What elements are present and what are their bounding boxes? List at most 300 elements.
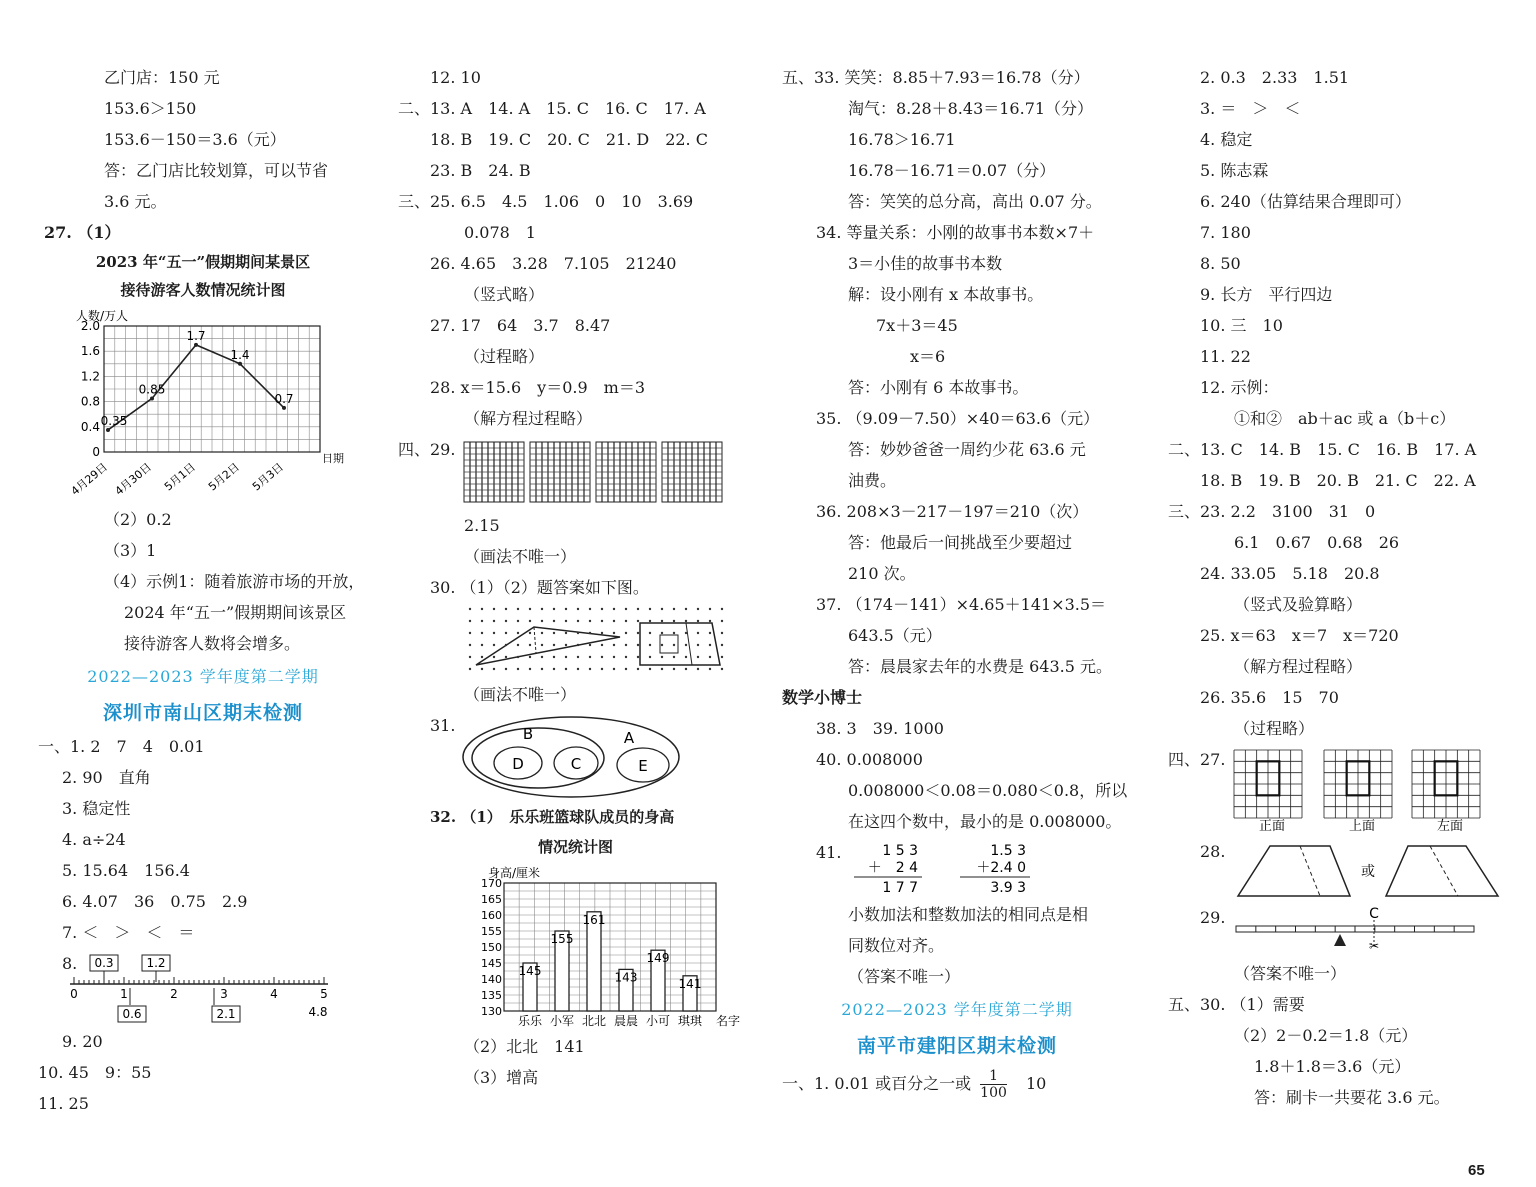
answer-line: 答：小刚有 6 本故事书。 — [848, 378, 1029, 397]
answer-text: 一、1. 0.01 或百分之一或 — [782, 1074, 972, 1093]
x-tick-label: 小军 — [549, 1014, 575, 1028]
x-axis-label: 日期 — [322, 452, 344, 465]
grid-dot — [529, 620, 531, 622]
grid-dot — [625, 632, 627, 634]
grid-dot — [517, 644, 519, 646]
tick-label: 3 — [220, 987, 228, 1001]
answer-line: 5. 15.64 156.4 — [62, 861, 190, 880]
grid-dot — [697, 620, 699, 622]
grid-dot — [529, 608, 531, 610]
grid-dot — [625, 656, 627, 658]
grid-dot — [673, 620, 675, 622]
grid-dot — [517, 608, 519, 610]
or-label: 或 — [1361, 864, 1375, 880]
grid-dot — [685, 632, 687, 634]
grid-dot — [601, 620, 603, 622]
answer-line: 24. 33.05 5.18 20.8 — [1200, 564, 1380, 583]
y-tick-label: 0.8 — [80, 394, 100, 409]
grid-dot — [673, 644, 675, 646]
answer-line: 18. B 19. B 20. B 21. C 22. A — [1200, 471, 1476, 490]
number-line-label: 4.8 — [308, 1005, 328, 1019]
grid-dot — [697, 608, 699, 610]
grid-dot — [649, 620, 651, 622]
grid-dot — [661, 620, 663, 622]
grid-dot — [529, 668, 531, 670]
dot-grid-figure — [464, 603, 734, 679]
fraction-numerator: 1 — [980, 1068, 1007, 1085]
grid-dot — [493, 656, 495, 658]
answer-line: 26. 4.65 3.28 7.105 21240 — [430, 254, 677, 273]
grid-dot — [697, 668, 699, 670]
series-line — [108, 345, 284, 430]
grid-dot — [481, 656, 483, 658]
answer-line: （解方程过程略） — [464, 409, 593, 428]
balance-ruler — [1234, 902, 1484, 958]
answer-line: 10. 三 10 — [1200, 316, 1283, 335]
tick-label: 2 — [170, 987, 178, 1001]
answer-line: 在这四个数中，最小的是 0.008000。 — [848, 812, 1122, 831]
grid-dot — [529, 632, 531, 634]
answer-line: 四、29. — [398, 440, 456, 459]
grid-dot — [613, 668, 615, 670]
grid-dot — [529, 644, 531, 646]
answer-line: 29. — [1200, 908, 1226, 927]
answer-line: 答：他最后一间挑战至少要超过 — [848, 533, 1073, 552]
answer-line: （画法不唯一） — [464, 685, 577, 704]
grid-dot — [553, 632, 555, 634]
vertical-addition — [848, 839, 1048, 897]
grid-dot — [517, 656, 519, 658]
question-8-block — [38, 948, 368, 1026]
y-tick-label: 0.4 — [80, 419, 100, 434]
grid-dot — [469, 632, 471, 634]
answer-line: （竖式略） — [464, 285, 545, 304]
grid-dot — [709, 620, 711, 622]
grid-dot — [649, 632, 651, 634]
vertical-line: 1.5 3 — [990, 843, 1026, 859]
grid-dot — [685, 620, 687, 622]
x-axis-label: 名字 — [715, 1014, 741, 1028]
trapezoid-figures — [1234, 842, 1504, 900]
answer-line: 淘气：8.28＋8.43＝16.71（分） — [848, 99, 1094, 118]
grid-dot — [649, 608, 651, 610]
grid-dot — [601, 656, 603, 658]
answer-line: 35. （9.09－7.50）×40＝63.6（元） — [816, 409, 1100, 428]
y-tick-label: 140 — [481, 973, 502, 986]
grid-dot — [625, 620, 627, 622]
grid-dot — [541, 632, 543, 634]
answer-line: 37. （174－141）×4.65＋141×3.5＝ — [816, 595, 1107, 614]
x-tick-label: 乐乐 — [517, 1014, 543, 1028]
answer-line: 9. 20 — [62, 1032, 103, 1051]
grid-dot — [601, 632, 603, 634]
grid-dot — [505, 608, 507, 610]
grid-dot — [553, 668, 555, 670]
grid-dot — [553, 644, 555, 646]
answer-line: 26. 35.6 15 70 — [1200, 688, 1339, 707]
answer-line: 2. 90 直角 — [62, 768, 151, 787]
grid-dot — [721, 632, 723, 634]
grid-dot — [685, 608, 687, 610]
answer-line: 三、25. 6.5 4.5 1.06 0 10 3.69 — [398, 192, 694, 211]
answer-line: 6. 4.07 36 0.75 2.9 — [62, 892, 248, 911]
column-4 — [1168, 62, 1513, 1113]
x-tick-label: 琪琪 — [677, 1014, 703, 1028]
grid-dot — [493, 644, 495, 646]
grid-dot — [589, 620, 591, 622]
venn-label-d: D — [512, 755, 524, 773]
question-28-block — [1168, 836, 1513, 902]
data-label: 155 — [550, 932, 574, 946]
answer-line: 31. — [430, 716, 456, 735]
y-axis-label: 人数/万人 — [76, 309, 129, 323]
grid-dot — [553, 656, 555, 658]
y-tick-label: 1.2 — [80, 369, 100, 384]
number-line-label: 1.2 — [146, 956, 166, 970]
grid-dot — [649, 644, 651, 646]
grid-dot — [565, 656, 567, 658]
grid-dot — [721, 608, 723, 610]
scissors-icon: ✂ — [1368, 939, 1380, 953]
grid-dot — [541, 620, 543, 622]
y-tick-label: 2.0 — [80, 319, 100, 333]
answer-line: 5. 陈志霖 — [1200, 161, 1269, 180]
view-label: 上面 — [1348, 819, 1376, 834]
text-line: （3）1 — [104, 541, 157, 560]
answer-line: 36. 208×3－217－197＝210（次） — [816, 502, 1089, 521]
text-line: 乙门店：150 元 — [104, 68, 220, 87]
vertical-line: 1 7 7 — [882, 880, 918, 896]
section-title: 南平市建阳区期末检测 — [856, 1035, 1057, 1057]
data-label: 161 — [582, 912, 606, 927]
grid-dot — [709, 656, 711, 658]
answer-line: （答案不唯一） — [1234, 964, 1347, 983]
answer-line: 一、1. 2 7 4 0.01 — [38, 737, 205, 756]
grid-dot — [541, 668, 543, 670]
venn-label-e: E — [638, 757, 648, 775]
text-line: 答：乙门店比较划算，可以节省 — [104, 161, 329, 180]
data-label: 1.4 — [230, 347, 250, 362]
y-tick-label: 135 — [481, 989, 502, 1002]
grid-dot — [601, 668, 603, 670]
answer-line: 2.15 — [464, 516, 500, 535]
grid-dot — [649, 656, 651, 658]
grid-dot — [661, 656, 663, 658]
grid-dot — [613, 632, 615, 634]
vertical-line: 1 5 3 — [882, 843, 918, 859]
grid-dot — [541, 608, 543, 610]
answer-line: 四、27. — [1168, 750, 1226, 769]
grid-dot — [613, 656, 615, 658]
grid-dot — [721, 656, 723, 658]
answer-line: 25. x＝63 x＝7 x＝720 — [1200, 626, 1399, 645]
grid-dot — [577, 608, 579, 610]
question-32-head: 32. （1） 乐乐班篮球队成员的身高 — [430, 808, 675, 826]
grid-dot — [553, 608, 555, 610]
grid-dot — [493, 632, 495, 634]
answer-line: 3＝小佳的故事书本数 — [848, 254, 1003, 273]
answer-line: 3. 稳定性 — [62, 799, 131, 818]
answer-line: 1.8＋1.8＝3.6（元） — [1254, 1057, 1411, 1076]
answer-line: 油费。 — [848, 471, 897, 490]
answer-line: 7. 180 — [1200, 223, 1251, 242]
answer-line: 三、23. 2.2 3100 31 0 — [1168, 502, 1376, 521]
grid-dot — [493, 620, 495, 622]
data-label: 145 — [518, 964, 542, 978]
answer-line: 答：晨晨家去年的水费是 643.5 元。 — [848, 657, 1112, 676]
grid-dot — [721, 668, 723, 670]
grid-dot — [589, 608, 591, 610]
data-point — [150, 396, 154, 400]
answer-line: 0.008000＜0.08＝0.080＜0.8，所以 — [848, 781, 1128, 800]
y-tick-label: 130 — [481, 1005, 502, 1018]
grid-dot — [469, 620, 471, 622]
grid-dot — [505, 668, 507, 670]
answer-line: 五、30. （1）需要 — [1168, 995, 1305, 1014]
x-tick-label: 4月30日 — [112, 460, 154, 498]
grid-dot — [589, 632, 591, 634]
answer-line: 答：笑笑的总分高，高出 0.07 分。 — [848, 192, 1102, 211]
grid-dot — [493, 668, 495, 670]
y-tick-label: 155 — [481, 925, 502, 938]
chart2-title-line2: 情况统计图 — [538, 838, 614, 856]
grid-dot — [721, 644, 723, 646]
bar-chart-heights — [454, 861, 744, 1031]
answer-line: （过程略） — [1234, 719, 1315, 738]
x-tick-label: 5月3日 — [249, 460, 286, 494]
grid-dot — [517, 632, 519, 634]
grid-dot — [637, 656, 639, 658]
grid-dot — [565, 620, 567, 622]
question-41-block — [782, 837, 1132, 899]
answer-line: 解：设小刚有 x 本故事书。 — [848, 285, 1044, 304]
data-label: 143 — [614, 970, 638, 985]
venn-label-c: C — [570, 755, 582, 773]
grid-dot — [493, 608, 495, 610]
question-31-block — [398, 710, 743, 802]
y-axis-label: 身高/厘米 — [488, 866, 541, 880]
three-views-grids — [1234, 748, 1514, 834]
grid-dot — [673, 632, 675, 634]
grid-dot — [709, 668, 711, 670]
data-label: 0.7 — [274, 391, 294, 406]
answer-line: 12. 10 — [430, 68, 481, 87]
y-tick-label: 150 — [481, 941, 502, 954]
grid-dot — [565, 644, 567, 646]
answer-line: 7. ＜ ＞ ＜ ＝ — [62, 923, 195, 942]
x-tick-label: 小可 — [645, 1014, 671, 1028]
answer-line: 五、33. 笑笑：8.85＋7.93＝16.78（分） — [782, 68, 1090, 87]
answer-line: 41. — [816, 843, 842, 862]
grid-dot — [577, 656, 579, 658]
x-tick-label: 北北 — [581, 1014, 607, 1028]
x-tick-label: 晨晨 — [613, 1014, 639, 1028]
point-label-c: C — [1369, 906, 1379, 922]
question-29-block — [1168, 902, 1513, 958]
number-line-label: 0.3 — [94, 956, 114, 970]
data-point — [194, 343, 198, 347]
answer-line: 8. — [62, 954, 78, 973]
grid-dot — [589, 644, 591, 646]
grid-dot — [661, 668, 663, 670]
grid-dot — [469, 668, 471, 670]
grid-dot — [529, 656, 531, 658]
data-point — [282, 406, 286, 410]
answer-line: ①和② ab＋ac 或 a（b＋c） — [1234, 409, 1456, 428]
answer-line: （过程略） — [464, 347, 545, 366]
data-point — [238, 362, 242, 366]
x-tick-label: 5月2日 — [205, 460, 242, 494]
data-label: 0.85 — [138, 382, 166, 397]
grid-dot — [481, 644, 483, 646]
question-27-views — [1168, 744, 1513, 836]
chart1-title-line2: 接待游客人数情况统计图 — [120, 281, 286, 299]
answer-line: 40. 0.008000 — [816, 750, 923, 769]
answer-line: （答案不唯一） — [848, 967, 961, 986]
x-tick-label: 4月29日 — [68, 460, 110, 498]
answer-line: 18. B 19. C 20. C 21. D 22. C — [430, 130, 708, 149]
grid-dot — [565, 668, 567, 670]
grid-dot — [577, 620, 579, 622]
answer-line: 10. 45 9：55 — [38, 1063, 152, 1082]
grid-dot — [685, 644, 687, 646]
page-number: 65 — [1468, 1162, 1485, 1179]
answer-line: 8. 50 — [1200, 254, 1241, 273]
answer-line-fraction — [782, 1064, 1132, 1104]
answer-line: （3）增高 — [464, 1068, 539, 1087]
grid-dot — [697, 644, 699, 646]
grid-dot — [481, 632, 483, 634]
grid-dot — [697, 632, 699, 634]
answer-line: 27. 17 64 3.7 8.47 — [430, 316, 611, 335]
data-point — [106, 428, 110, 432]
answer-line: （解方程过程略） — [1234, 657, 1363, 676]
grid-dot — [601, 608, 603, 610]
y-tick-label: 160 — [481, 909, 502, 922]
view-label: 左面 — [1436, 819, 1464, 834]
grid-dot — [481, 620, 483, 622]
data-label: 1.7 — [186, 328, 206, 343]
x-tick-label: 5月1日 — [161, 460, 198, 494]
grid-dot — [469, 656, 471, 658]
number-line — [66, 950, 366, 1026]
answer-line: 28. x＝15.6 y＝0.9 m＝3 — [430, 378, 646, 397]
y-tick-label: 170 — [481, 877, 502, 890]
tick-label: 4 — [270, 987, 278, 1001]
grid-dot — [673, 668, 675, 670]
answer-text: 10 — [1026, 1074, 1047, 1093]
grid-dot — [505, 644, 507, 646]
data-label: 0.35 — [100, 413, 128, 428]
text-line: 153.6＞150 — [104, 99, 197, 118]
venn-diagram — [460, 714, 684, 800]
answer-line: （竖式及验算略） — [1234, 595, 1363, 614]
grid-dot — [505, 656, 507, 658]
grid-dot — [565, 632, 567, 634]
answer-line: 28. — [1200, 842, 1226, 861]
grid-dot — [721, 620, 723, 622]
grid-dot — [541, 644, 543, 646]
answer-line: 16.78＞16.71 — [848, 130, 956, 149]
vertical-line: ＋2.4 0 — [976, 860, 1026, 876]
answer-line: 7x＋3＝45 — [876, 316, 958, 335]
answer-line: 6.1 0.67 0.68 26 — [1234, 533, 1400, 552]
hundred-grids — [464, 440, 724, 504]
grid-dot — [637, 644, 639, 646]
answer-line: 23. B 24. B — [430, 161, 531, 180]
grid-dot — [673, 656, 675, 658]
answer-line: x＝6 — [910, 347, 946, 366]
answer-line: 12. 示例： — [1200, 378, 1279, 397]
question-29-block — [398, 434, 743, 510]
text-line: （4）示例1：随着旅游市场的开放， — [104, 572, 365, 591]
grid-dot — [613, 620, 615, 622]
grid-dot — [505, 620, 507, 622]
fraction — [980, 1068, 1007, 1101]
grid-dot — [637, 632, 639, 634]
answer-line: 11. 22 — [1200, 347, 1251, 366]
answer-line: 4. a÷24 — [62, 830, 126, 849]
column-2 — [398, 62, 743, 1093]
grid-dot — [685, 668, 687, 670]
venn-label-a: A — [623, 729, 635, 747]
grid-dot — [625, 668, 627, 670]
grid-dot — [649, 668, 651, 670]
answer-line: （2）北北 141 — [464, 1037, 585, 1056]
section-year: 2022—2023 学年度第二学期 — [841, 1000, 1073, 1019]
tick-label: 1 — [120, 987, 128, 1001]
section-title: 深圳市南山区期末检测 — [102, 702, 303, 724]
answer-line: 二、13. C 14. B 15. C 16. B 17. A — [1168, 440, 1477, 459]
grid-dot — [637, 608, 639, 610]
fraction-denominator: 100 — [980, 1085, 1007, 1101]
grid-dot — [709, 644, 711, 646]
text-line: 2024 年“五一”假期期间该景区 — [124, 603, 347, 622]
answer-line: （2）2－0.2＝1.8（元） — [1234, 1026, 1418, 1045]
vertical-line: ＋ 2 4 — [867, 860, 918, 876]
grid-dot — [661, 608, 663, 610]
chart1-title-line1: 2023 年“五一”假期期间某景区 — [95, 253, 311, 271]
grid-dot — [625, 644, 627, 646]
grid-dot — [577, 644, 579, 646]
data-label: 149 — [646, 951, 670, 966]
grid-dot — [613, 644, 615, 646]
grid-dot — [481, 668, 483, 670]
answer-line: （画法不唯一） — [464, 547, 577, 566]
grid-dot — [469, 644, 471, 646]
y-tick-label: 0 — [92, 445, 100, 459]
grid-dot — [589, 656, 591, 658]
grid-dot — [469, 608, 471, 610]
tick-label: 5 — [320, 987, 328, 1001]
answer-line: 16.78－16.71＝0.07（分） — [848, 161, 1056, 180]
answer-line: 30. （1）（2）题答案如下图。 — [430, 578, 649, 597]
y-tick-label: 145 — [481, 957, 502, 970]
grid-dot — [577, 668, 579, 670]
grid-dot — [637, 668, 639, 670]
answer-line: 3. ＝ ＞ ＜ — [1200, 99, 1301, 118]
answer-line: 6. 240（估算结果合理即可） — [1200, 192, 1411, 211]
tick-label: 0 — [70, 987, 78, 1001]
grid-dot — [661, 632, 663, 634]
text-line: 153.6－150＝3.6（元） — [104, 130, 286, 149]
grid-dot — [601, 644, 603, 646]
answer-line: 答：妙妙爸爸一周约少花 63.6 元 — [848, 440, 1086, 459]
grid-dot — [577, 632, 579, 634]
column-3 — [782, 62, 1132, 1104]
grid-dot — [661, 644, 663, 646]
question-27-head: 27. （1） — [44, 223, 121, 242]
